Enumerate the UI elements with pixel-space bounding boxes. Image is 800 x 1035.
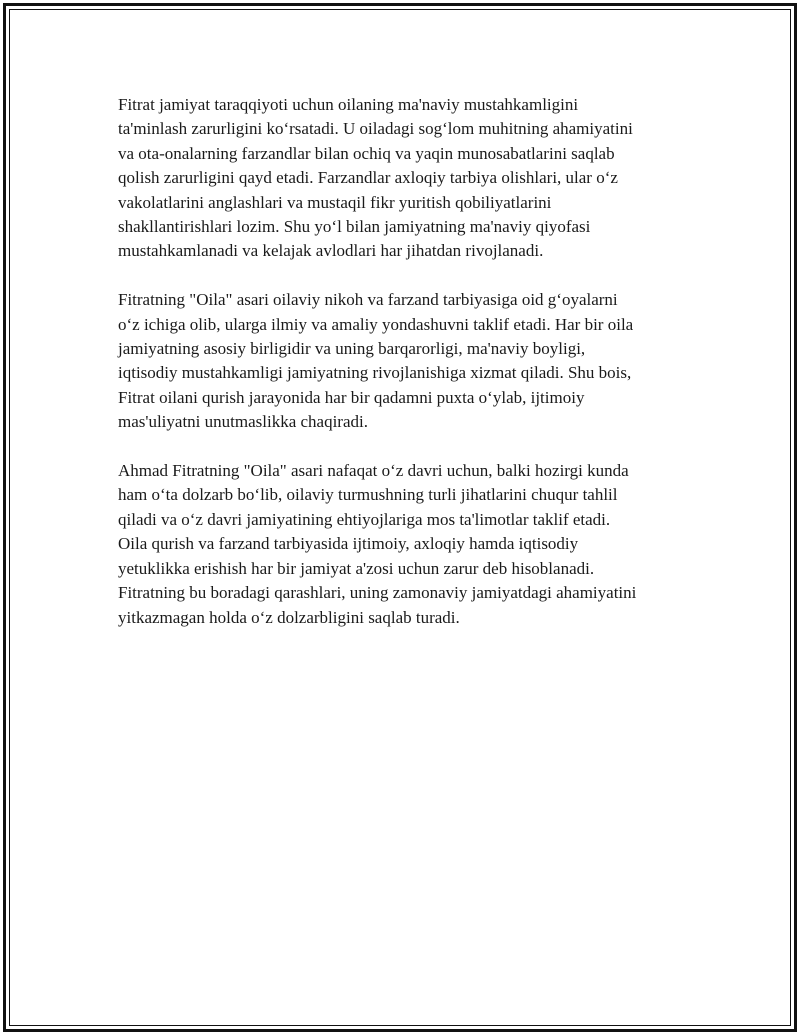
paragraph-2: Fitratning "Oila" asari oilaviy nikoh va farzand tarbiyasiga oid g‘oyalarni o‘z ichiga olib, ularga ilmiy va amaliy yondashuvni taklif etadi. Har bir oila jamiyatning asosiy birligidir va uning barqarorligi, ma'naviy boyligi, iqtisodiy mustahkamligi jamiyatning rivojlanishiga xizmat qiladi. Shu bois, Fitrat oilani qurish jarayonida har bir qadamni puxta o‘ylab, ijtimoiy mas'uliyatni unutmaslikka chaqiradi. bbox=[118, 290, 634, 432]
paragraph-1: Fitrat jamiyat taraqqiyoti uchun oilaning ma'naviy mustahkamligini ta'minlash zarurligini ko‘rsatadi. U oiladagi sog‘lom muhitning ahamiyatini va ota-onalarning farzandlar bilan ochiq va yaqin munosabatlarini saqlab qolish zarurligini qayd etadi. Farzandlar axloqiy tarbiya olishlari, ular o‘z vakolatlarini anglashlari va mustaqil fikr yuritish qobiliyatlarini shakllantirishlari lozim. Shu yo‘l bilan jamiyatning ma'naviy qiyofasi mustahkamlanadi va kelajak avlodlari har jihatdan rivojlanadi. bbox=[118, 95, 633, 261]
paragraph-3: Ahmad Fitratning "Oila" asari nafaqat o‘z davri uchun, balki hozirgi kunda ham o‘ta dolzarb bo‘lib, oilaviy turmushning turli jihatlarini chuqur tahlil qiladi va o‘z davri jamiyatining ehtiyojlariga mos ta'limotlar taklif etadi. Oila qurish va farzand tarbiyasida ijtimoiy, axloqiy hamda iqtisodiy yetuklikka erishish har bir jamiyat a'zosi uchun zarur deb hisoblanadi. Fitratning bu boradagi qarashlari, uning zamonaviy jamiyatdagi ahamiyatini yitkazmagan holda o‘z dolzarbligini saqlab turadi. bbox=[118, 461, 637, 627]
document-body bbox=[118, 93, 688, 654]
